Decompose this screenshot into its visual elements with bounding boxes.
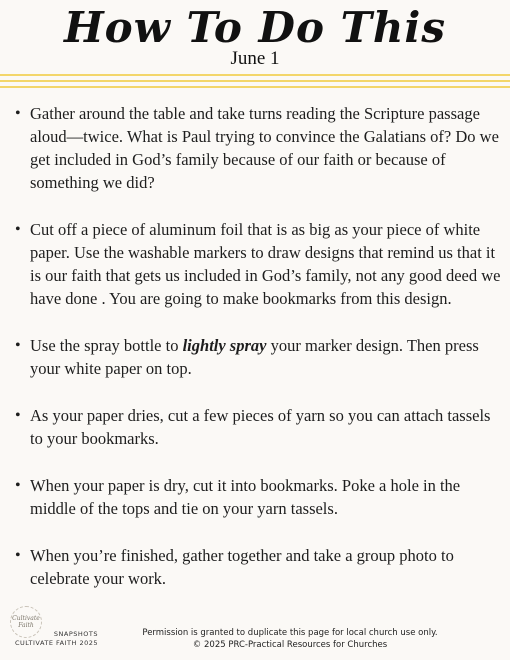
divider-stripe xyxy=(0,74,510,76)
step-text: When your paper is dry, cut it into bookmarks. Poke a hole in the middle of the tops and tie on your yarn tassels. xyxy=(30,476,461,518)
brand-line-1: SNAPSHOTS xyxy=(53,630,98,638)
brand-line-2: CULTIVATE FAITH 2025 xyxy=(15,639,98,647)
step-text: As your paper dries, cut a few pieces of yarn so you can attach tassels to your bookmarks. xyxy=(30,406,491,448)
step-text-before: Use the spray bottle to xyxy=(30,336,183,355)
bullet-icon: • xyxy=(15,407,21,424)
instruction-list xyxy=(12,102,502,614)
page-title: How To Do This xyxy=(64,3,446,52)
copyright-text: © 2025 PRC-Practical Resources for Churches xyxy=(192,640,388,650)
list-item xyxy=(12,474,502,520)
bullet-icon: • xyxy=(15,221,21,238)
step-text: Cut off a piece of aluminum foil that is as big as your piece of white paper. Use the washable markers to draw designs that remind us that it is our faith that gets us included in God’s family, not any good deed we have done . You are going to make bookmarks from this design. xyxy=(30,220,501,308)
divider-stripe xyxy=(0,80,510,82)
list-item xyxy=(12,218,502,310)
bullet-icon: • xyxy=(15,105,21,122)
brand-logo: Cultivate Faith xyxy=(10,606,42,638)
permission-text: Permission is granted to duplicate this page for local church use only. xyxy=(142,628,438,638)
bullet-icon: • xyxy=(15,477,21,494)
page-date: June 1 xyxy=(230,48,280,69)
legal-notice xyxy=(110,627,470,651)
bullet-icon: • xyxy=(15,547,21,564)
list-item xyxy=(12,102,502,194)
divider-stripe xyxy=(0,86,510,88)
list-item xyxy=(12,404,502,450)
step-emphasis: lightly spray xyxy=(182,336,267,355)
step-text: When you’re finished, gather together and take a group photo to celebrate your work. xyxy=(30,546,454,588)
list-item xyxy=(12,334,502,380)
step-text: Gather around the table and take turns reading the Scripture passage aloud—twice. What is Paul trying to convince the Galatians of? Do we get included in God’s family because of our faith or because of something we did? xyxy=(30,104,499,192)
bullet-icon: • xyxy=(15,337,21,354)
list-item xyxy=(12,544,502,590)
step-text-after: your marker design. Then press your white paper on top. xyxy=(30,336,479,378)
brand-label xyxy=(8,630,98,648)
